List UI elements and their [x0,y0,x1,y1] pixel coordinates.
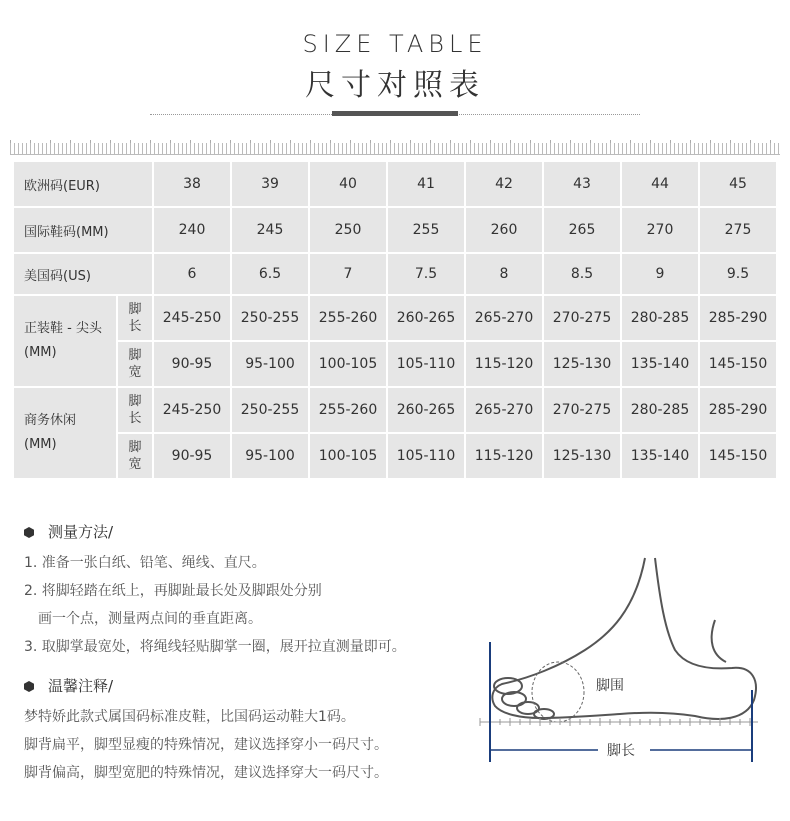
row-formal-width [14,342,776,386]
cell: 245-250 [154,296,230,340]
row-intl [14,208,776,252]
tips-line-2: 脚背扁平，脚型显瘦的特殊情况，建议选择穿小一码尺寸。 [24,737,388,753]
cell: 265-270 [466,296,542,340]
cell: 43 [544,162,620,206]
cell: 105-110 [388,434,464,478]
row-label: 美国码(US) [14,254,152,294]
cell: 260-265 [388,296,464,340]
cell: 44 [622,162,698,206]
cell: 6 [154,254,230,294]
cell: 250 [310,208,386,252]
sub-char: 长 [128,411,142,426]
row-formal-length [14,296,776,340]
cell: 42 [466,162,542,206]
row-label: 国际鞋码(MM) [14,208,152,252]
sub-char: 宽 [128,457,142,472]
group-label-line2: (MM) [24,437,57,452]
tips-title-text: 温馨注释/ [48,677,114,695]
cell: 9 [622,254,698,294]
cell: 6.5 [232,254,308,294]
group-label-line1: 正装鞋 - 尖头 [24,321,102,336]
cell: 245-250 [154,388,230,432]
sub-label-width [118,434,152,478]
cell: 40 [310,162,386,206]
sub-char: 脚 [128,348,142,363]
cell: 270-275 [544,388,620,432]
cell: 100-105 [310,342,386,386]
cell: 95-100 [232,434,308,478]
measure-line-2: 2. 将脚轻踏在纸上，再脚趾最长处及脚跟处分别 [24,583,322,599]
ruler [10,143,780,155]
cell: 38 [154,162,230,206]
group-label-formal [14,296,116,386]
cell: 240 [154,208,230,252]
group-label-line1: 商务休闲 [24,413,77,428]
measure-title-text: 测量方法/ [48,523,114,541]
cell: 115-120 [466,342,542,386]
cell: 255-260 [310,296,386,340]
cell: 7.5 [388,254,464,294]
girth-ellipse [532,662,584,722]
sub-char: 脚 [128,302,142,317]
cell: 280-285 [622,388,698,432]
cell: 270 [622,208,698,252]
sub-char: 长 [128,319,142,334]
measure-line-3: 画一个点，测量两点间的垂直距离。 [38,611,262,627]
cell: 95-100 [232,342,308,386]
foot-outline [492,558,756,719]
tips-line-3: 脚背偏高，脚型宽肥的特殊情况，建议选择穿大一码尺寸。 [24,765,388,781]
tips-title [24,675,113,696]
cell: 8.5 [544,254,620,294]
sub-char: 脚 [128,394,142,409]
sub-label-width [118,342,152,386]
cell: 250-255 [232,296,308,340]
cell: 90-95 [154,434,230,478]
cell: 105-110 [388,342,464,386]
cell: 115-120 [466,434,542,478]
row-eur [14,162,776,206]
measure-line-4: 3. 取脚掌最宽处，将绳线轻贴脚掌一圈，展开拉直测量即可。 [24,639,406,655]
title-en: SIZE TABLE [302,30,488,58]
cell: 255 [388,208,464,252]
group-label-line2: (MM) [24,345,57,360]
cell: 135-140 [622,434,698,478]
sub-char: 宽 [128,365,142,380]
cell: 285-290 [700,296,776,340]
cell: 90-95 [154,342,230,386]
cell: 9.5 [700,254,776,294]
row-casual-width [14,434,776,478]
row-us [14,254,776,294]
hexagon-bullet-icon [24,527,34,538]
length-label: 脚长 [607,743,635,759]
girth-label: 脚围 [596,678,624,694]
cell: 285-290 [700,388,776,432]
cell: 125-130 [544,342,620,386]
row-label: 欧洲码(EUR) [14,162,152,206]
cell: 265 [544,208,620,252]
cell: 265-270 [466,388,542,432]
header-accent-bar [332,111,458,116]
cell: 45 [700,162,776,206]
measure-title [24,521,113,542]
cell: 260 [466,208,542,252]
cell: 280-285 [622,296,698,340]
sub-label-length [118,388,152,432]
cell: 145-150 [700,434,776,478]
cell: 100-105 [310,434,386,478]
size-table [12,160,778,480]
cell: 8 [466,254,542,294]
sub-char: 脚 [128,440,142,455]
cell: 135-140 [622,342,698,386]
cell: 39 [232,162,308,206]
cell: 125-130 [544,434,620,478]
cell: 275 [700,208,776,252]
ankle-line [712,620,726,662]
cell: 41 [388,162,464,206]
cell: 260-265 [388,388,464,432]
cell: 250-255 [232,388,308,432]
title-cn: 尺寸对照表 [305,68,485,103]
sub-label-length [118,296,152,340]
group-label-casual [14,388,116,478]
cell: 245 [232,208,308,252]
cell: 270-275 [544,296,620,340]
foot-diagram [470,550,770,780]
row-casual-length [14,388,776,432]
cell: 255-260 [310,388,386,432]
measure-line-1: 1. 准备一张白纸、铅笔、绳线、直尺。 [24,555,266,571]
hexagon-bullet-icon [24,681,34,692]
cell: 145-150 [700,342,776,386]
cell: 7 [310,254,386,294]
tips-line-1: 梦特娇此款式属国码标准皮鞋，比国码运动鞋大1码。 [24,709,355,725]
